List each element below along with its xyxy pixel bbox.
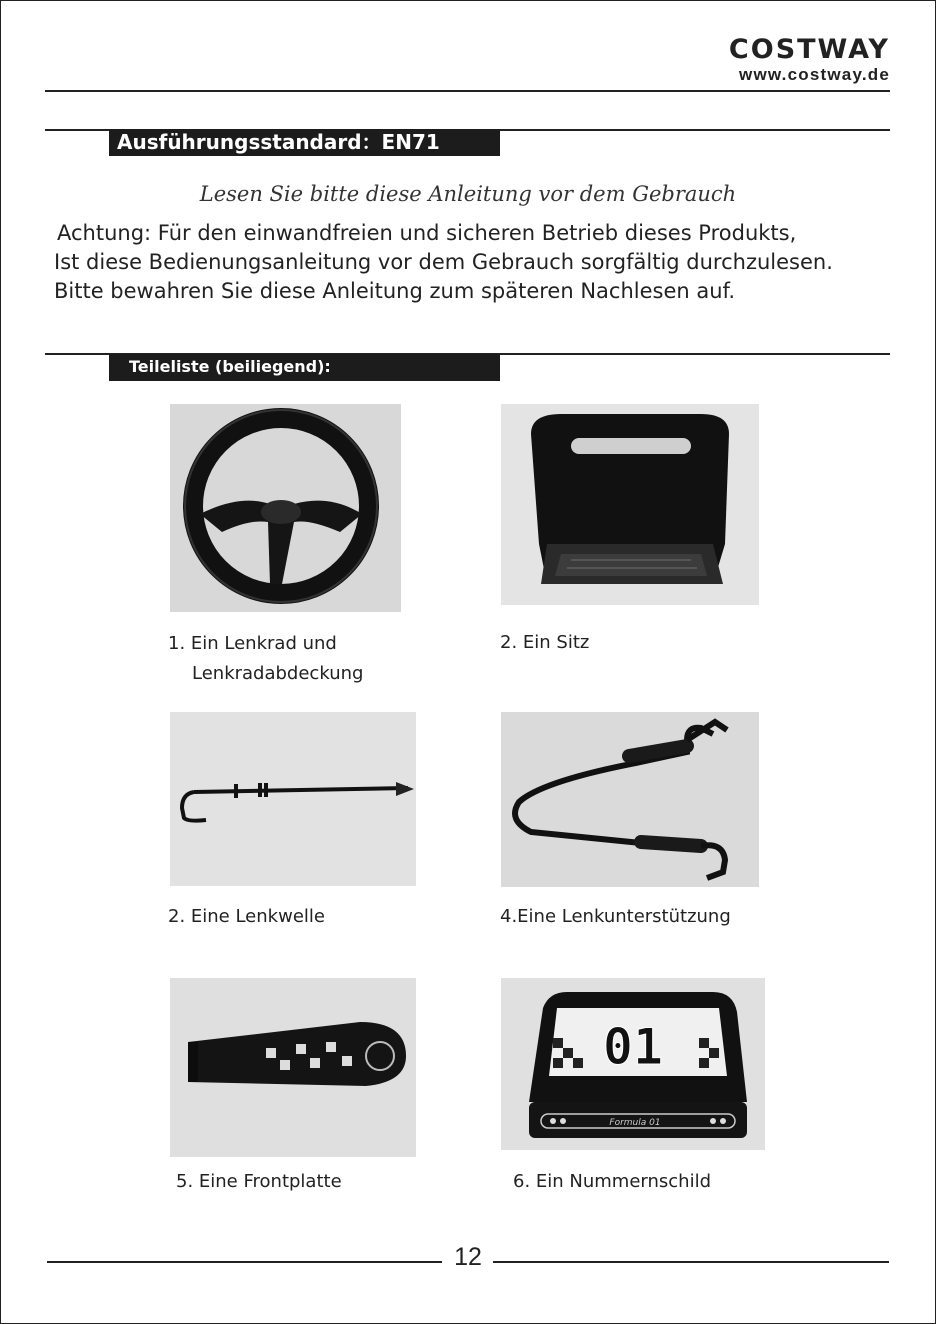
steering-wheel-photo	[170, 404, 401, 612]
steering-wheel-icon	[170, 404, 401, 612]
warning-line-3: Bitte bewahren Sie diese Anleitung zum späteren Nachlesen auf.	[54, 279, 736, 303]
part-2-caption: 2. Ein Sitz	[500, 632, 590, 653]
parts-heading: Teileliste (beiliegend):	[109, 354, 500, 381]
part-1-caption-line-2: Lenkradabdeckung	[192, 663, 364, 684]
plate-formula-text: Formula 01	[609, 1118, 661, 1128]
part-3-caption: 2. Eine Lenkwelle	[168, 906, 325, 927]
part-5-caption: 5. Eine Frontplatte	[176, 1171, 342, 1192]
number-plate-icon	[501, 978, 765, 1150]
seat-icon	[501, 404, 759, 605]
part-4-caption: 4.Eine Lenkunterstützung	[500, 906, 731, 927]
steering-support-photo	[501, 712, 759, 887]
part-6-caption: 6. Ein Nummernschild	[513, 1171, 712, 1192]
warning-line-1: Achtung: Für den einwandfreien und sicheren Betrieb dieses Produkts,	[57, 221, 797, 245]
intro-italic-note: Lesen Sie bitte diese Anleitung vor dem Gebrauch	[199, 182, 737, 206]
steering-shaft-icon	[170, 712, 416, 886]
brand-header	[729, 36, 890, 85]
front-panel-photo	[170, 978, 416, 1157]
standard-heading: Ausführungsstandard：EN71	[109, 129, 500, 156]
steering-support-icon	[501, 712, 759, 887]
brand-logo: COSTWAY	[728, 34, 890, 65]
number-plate-photo	[501, 978, 765, 1150]
header-divider	[45, 90, 890, 92]
front-panel-icon	[170, 978, 416, 1157]
plate-number-text: 01	[602, 1018, 664, 1076]
seat-photo	[501, 404, 759, 605]
warning-line-2: Ist diese Bedienungsanleitung vor dem Gebrauch sorgfältig durchzulesen.	[54, 250, 833, 274]
brand-url: www.costway.de	[739, 65, 890, 84]
part-1-caption-line-1: 1. Ein Lenkrad und	[168, 633, 337, 654]
page-number: 12	[454, 1243, 482, 1271]
steering-shaft-photo	[170, 712, 416, 886]
